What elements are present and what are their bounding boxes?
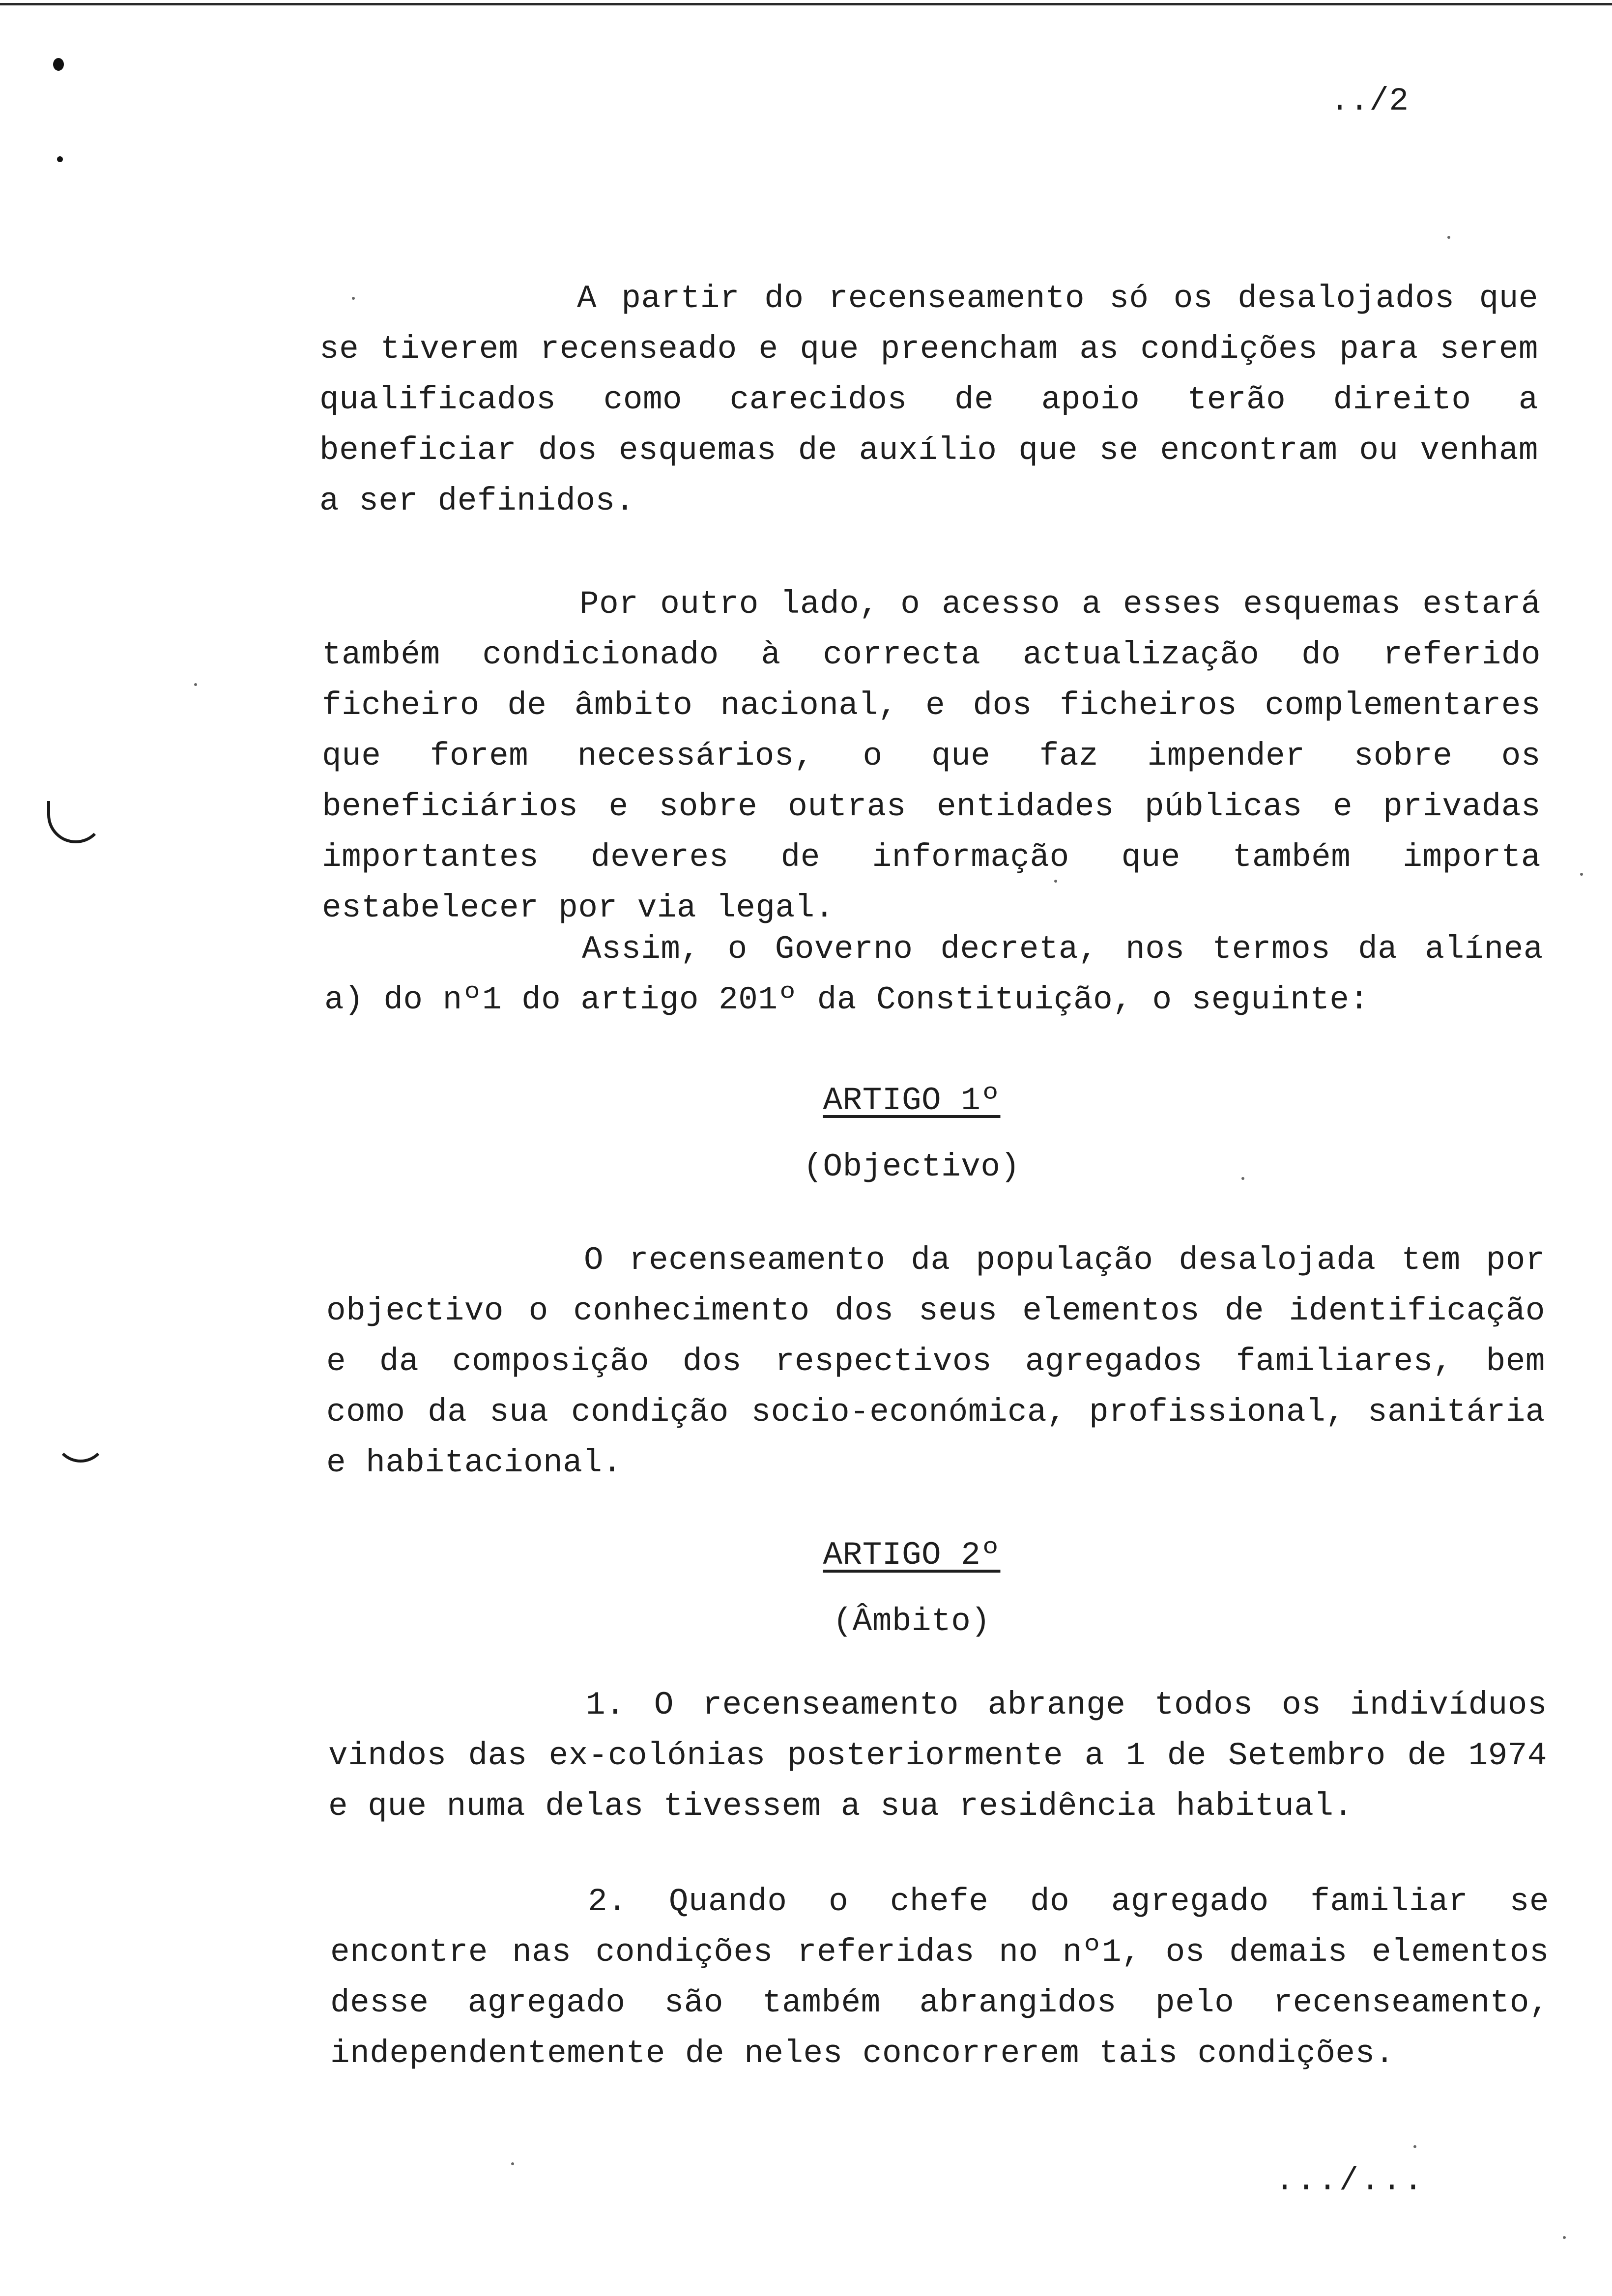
article-subtitle: (Âmbito) (833, 1603, 991, 1640)
paragraph: A partir do recenseamento só os desalojados que se tiverem recenseado e que preencham as condições para serem qualificados como carecidos de apoio terão direito a beneficiar dos esquemas de auxílio que se encontram ou venham a ser definidos. (319, 280, 1538, 519)
article-subtitle: (Objectivo) (803, 1148, 1020, 1185)
binding-mark (47, 801, 104, 843)
scan-speck (511, 2162, 514, 2165)
article-heading: ARTIGO 2º (823, 1537, 1001, 1574)
binding-mark (54, 1430, 107, 1463)
article-paragraph: 2. Quando o chefe do agregado familiar se encontre nas condições referidas no nº1, os demais elementos desse agregado são também abrangidos pelo recenseamento, independentemente de neles concorrerem tais condições. (330, 1883, 1549, 2072)
article-heading: ARTIGO 1º (823, 1082, 1001, 1119)
scan-speck (1580, 873, 1583, 876)
scan-speck (194, 683, 197, 686)
scan-speck (1563, 2236, 1566, 2239)
punch-hole-mark (57, 156, 63, 162)
paragraph: Por outro lado, o acesso a esses esquemas estará também condicionado à correcta actualização do referido ficheiro de âmbito nacional, e dos ficheiros complementares que forem necessários, o que faz impender sobre os beneficiários e sobre outras entidades públicas e privadas importantes deveres de informação que também importa estabelecer por via legal. (322, 586, 1541, 926)
scan-speck (1413, 2145, 1416, 2148)
continuation-marker: .../... (1275, 2162, 1425, 2199)
scan-speck (1447, 236, 1450, 239)
page-number: ../2 (1330, 83, 1409, 119)
punch-hole-mark (53, 58, 64, 71)
article-paragraph: O recenseamento da população desalojada tem por objectivo o conhecimento dos seus elementos de identificação e da composição dos respectivos agregados familiares, bem como da sua condição socio-económica, profissional, sanitária e habitacional. (326, 1242, 1545, 1481)
scan-top-edge (0, 3, 1612, 5)
paragraph: Assim, o Governo decreta, nos termos da alínea a) do nº1 do artigo 201º da Constituição, o seguinte: (324, 931, 1543, 1018)
article-paragraph: 1. O recenseamento abrange todos os indivíduos vindos das ex-colónias posteriormente a 1 de Setembro de 1974 e que numa delas tivessem a sua residência habitual. (328, 1687, 1547, 1825)
